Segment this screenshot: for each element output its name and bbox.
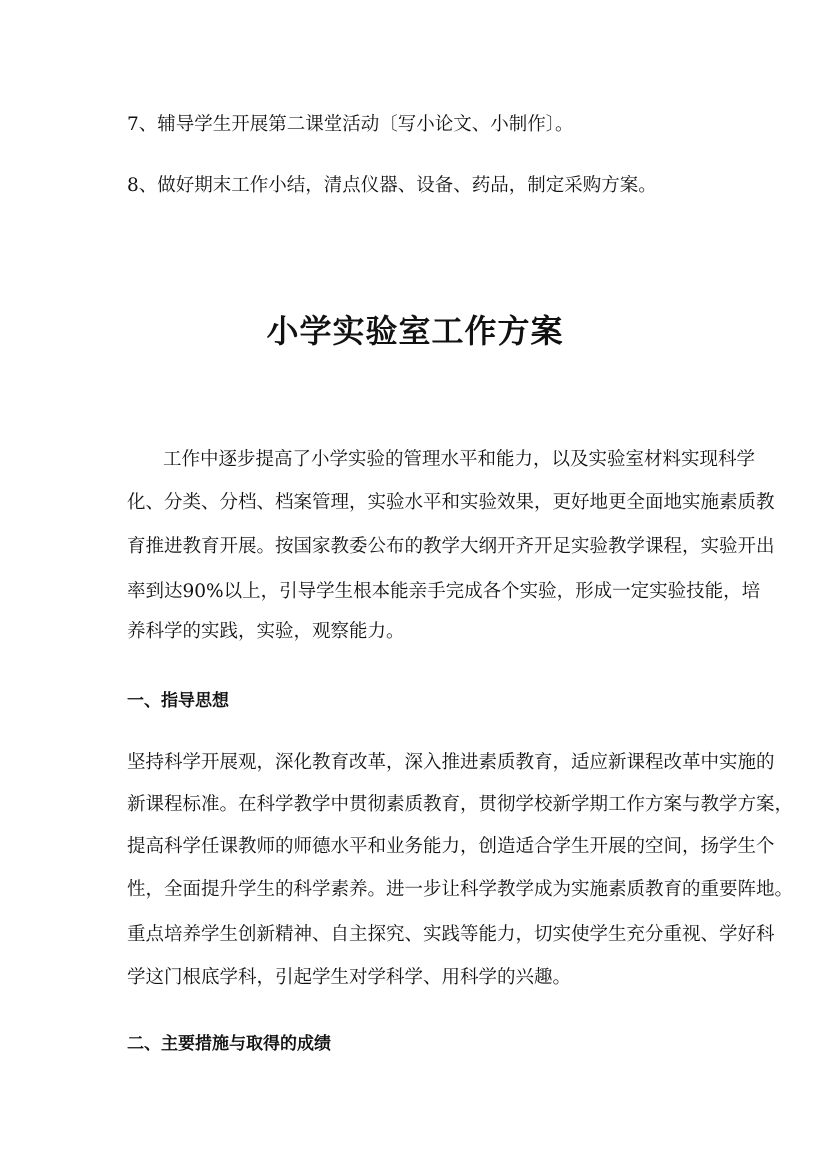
paragraph-line: 重点培养学生创新精神、自主探究、实践等能力，切实使学生充分重视、学好科 xyxy=(127,924,775,945)
paragraph-line: 养科学的实践，实验，观察能力。 xyxy=(127,621,405,642)
document-title: 小学实验室工作方案 xyxy=(266,312,564,350)
paragraph-line: 提高科学任课教师的师德水平和业务能力，创造适合学生开展的空间，扬学生个 xyxy=(127,836,775,857)
section-heading-guiding-ideology: 一、指导思想 xyxy=(127,691,229,711)
paragraph-line: 坚持科学开展观，深化教育改革，深入推进素质教育，适应新课程改革中实施的 xyxy=(127,752,775,773)
list-item-8: 8、做好期末工作小结，清点仪器、设备、药品，制定采购方案。 xyxy=(127,175,657,196)
section-heading-measures: 二、主要措施与取得的成绩 xyxy=(127,1034,331,1054)
paragraph-line: 化、分类、分档、档案管理，实验水平和实验效果，更好地更全面地实施素质教 xyxy=(127,492,775,513)
paragraph-line: 工作中逐步提高了小学实验的管理水平和能力，以及实验室材料实现科学 xyxy=(163,449,756,470)
paragraph-line: 性，全面提升学生的科学素养。进一步让科学教学成为实施素质教育的重要阵地。 xyxy=(127,879,794,900)
list-item-7: 7、辅导学生开展第二课堂活动〔写小论文、小制作〕。 xyxy=(127,114,574,135)
paragraph-line: 新课程标准。在科学教学中贯彻素质教育，贯彻学校新学期工作方案与教学方案， xyxy=(127,794,794,815)
paragraph-line: 育推进教育开展。按国家教委公布的教学大纲开齐开足实验教学课程，实验开出 xyxy=(127,536,775,557)
paragraph-line: 学这门根底学科，引起学生对学科学、用科学的兴趣。 xyxy=(127,967,572,988)
paragraph-line: 率到达90%以上，引导学生根本能亲手完成各个实验，形成一定实验技能，培 xyxy=(127,581,761,602)
